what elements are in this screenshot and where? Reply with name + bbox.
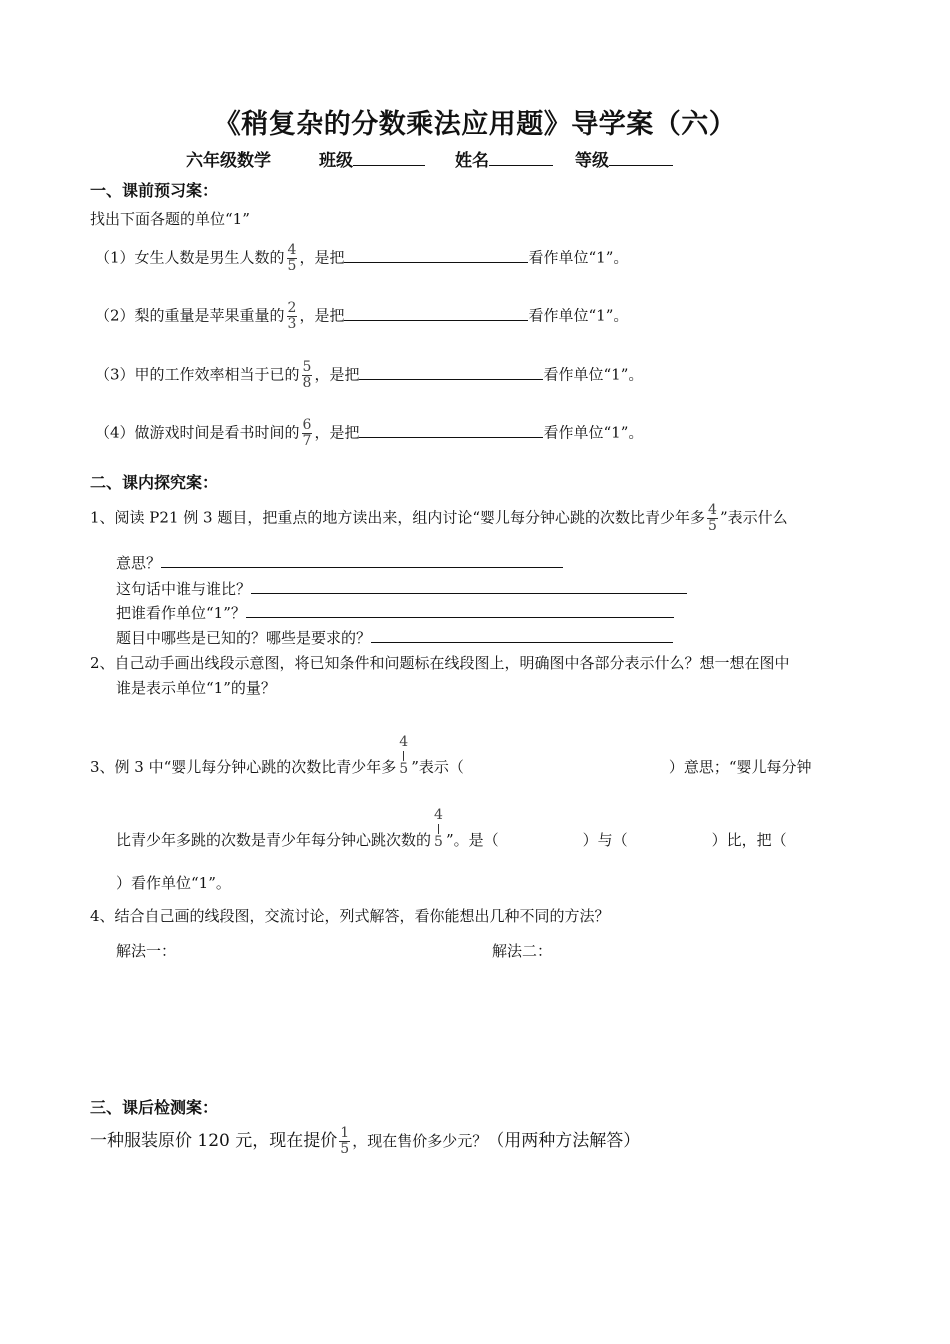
q3-line2: 比青少年多跳的次数是青少年每分钟心跳次数的 4 5 ”。是（ ）与（ ）比，把（ — [116, 807, 787, 850]
q4-text: 4、结合自己画的线段图，交流讨论，列式解答，看你能想出几种不同的方法？ — [90, 907, 610, 925]
section3-question: 一种服装原价 120 元，现在提价 $\frac{1}{5}$ ，现在售价多少元？（用两种方法解答） — [90, 1125, 641, 1157]
preview-item-2: （2）梨的重量是苹果重量的 $\frac{2}{3}$ ，是把 看作单位“1”。 — [95, 300, 629, 332]
grade-label: 等级 — [575, 151, 609, 171]
fraction: $\frac{5}{8}$ — [302, 359, 312, 391]
grade-blank[interactable] — [609, 151, 673, 166]
answer-blank[interactable] — [246, 603, 674, 618]
q3-line3: ）看作单位“1”。 — [116, 874, 231, 892]
q1-sub1: 这句话中谁与谁比？ — [116, 578, 687, 599]
fraction: $\frac{6}{7}$ — [302, 417, 312, 449]
fraction: $\frac{1}{5}$ — [340, 1125, 350, 1157]
section1-intro: 找出下面各题的单位“1” — [90, 210, 250, 228]
section2-heading: 二、课内探究案： — [90, 473, 219, 492]
answer-blank[interactable] — [344, 248, 528, 263]
name-label: 姓名 — [455, 151, 489, 171]
q1-sub2: 把谁看作单位“1”？ — [116, 602, 674, 623]
section3-heading: 三、课后检测案： — [90, 1098, 219, 1117]
q1-sub3: 题目中哪些是已知的？哪些是要求的？ — [116, 627, 673, 648]
q3-line1: 3、例 3 中“婴儿每分钟心跳的次数比青少年多 4 5 ”表示（ ）意思；“婴儿每分钟 — [90, 734, 812, 777]
header-line — [186, 146, 673, 171]
subject-label: 六年级数学 — [186, 151, 271, 171]
answer-blank[interactable] — [161, 553, 563, 568]
preview-item-3: （3）甲的工作效率相当于已的 $\frac{5}{8}$ ，是把 看作单位“1”。 — [95, 359, 644, 391]
fraction: $\frac{4}{5}$ — [708, 502, 717, 534]
section1-heading: 一、课前预习案： — [90, 181, 219, 200]
preview-item-1: （1）女生人数是男生人数的 $\frac{4}{5}$ ，是把 看作单位“1”。 — [95, 242, 629, 274]
fraction: 4 5 — [434, 807, 443, 850]
page-title: 《稍复杂的分数乘法应用题》导学案（六） — [213, 109, 737, 140]
answer-blank[interactable] — [371, 628, 673, 643]
preview-item-4: （4）做游戏时间是看书时间的 $\frac{6}{7}$ ，是把 看作单位“1”。 — [95, 417, 644, 449]
q1-line1: 1、阅读 P21 例 3 题目，把重点的地方读出来，组内讨论“婴儿每分钟心跳的次数比青少年多 $\frac{4}{5}$ ”表示什么 — [90, 502, 788, 534]
fraction: 4 5 — [399, 734, 409, 777]
q1-line2: 意思？ — [116, 552, 563, 573]
answer-blank[interactable] — [359, 365, 543, 380]
name-blank[interactable] — [489, 151, 553, 166]
class-label: 班级 — [319, 151, 353, 171]
answer-blank[interactable] — [359, 423, 543, 438]
method2-label: 解法二： — [492, 942, 553, 960]
q2-line1: 2、自己动手画出线段示意图，将已知条件和问题标在线段图上，明确图中各部分表示什么？想一想在图中 — [90, 654, 790, 672]
fraction: $\frac{4}{5}$ — [287, 242, 297, 274]
q2-line2: 谁是表示单位“1”的量？ — [116, 679, 276, 697]
fraction: $\frac{2}{3}$ — [287, 300, 297, 332]
answer-blank[interactable] — [251, 579, 687, 594]
answer-blank[interactable] — [344, 306, 528, 321]
class-blank[interactable] — [353, 151, 425, 166]
method1-label: 解法一： — [116, 942, 177, 960]
